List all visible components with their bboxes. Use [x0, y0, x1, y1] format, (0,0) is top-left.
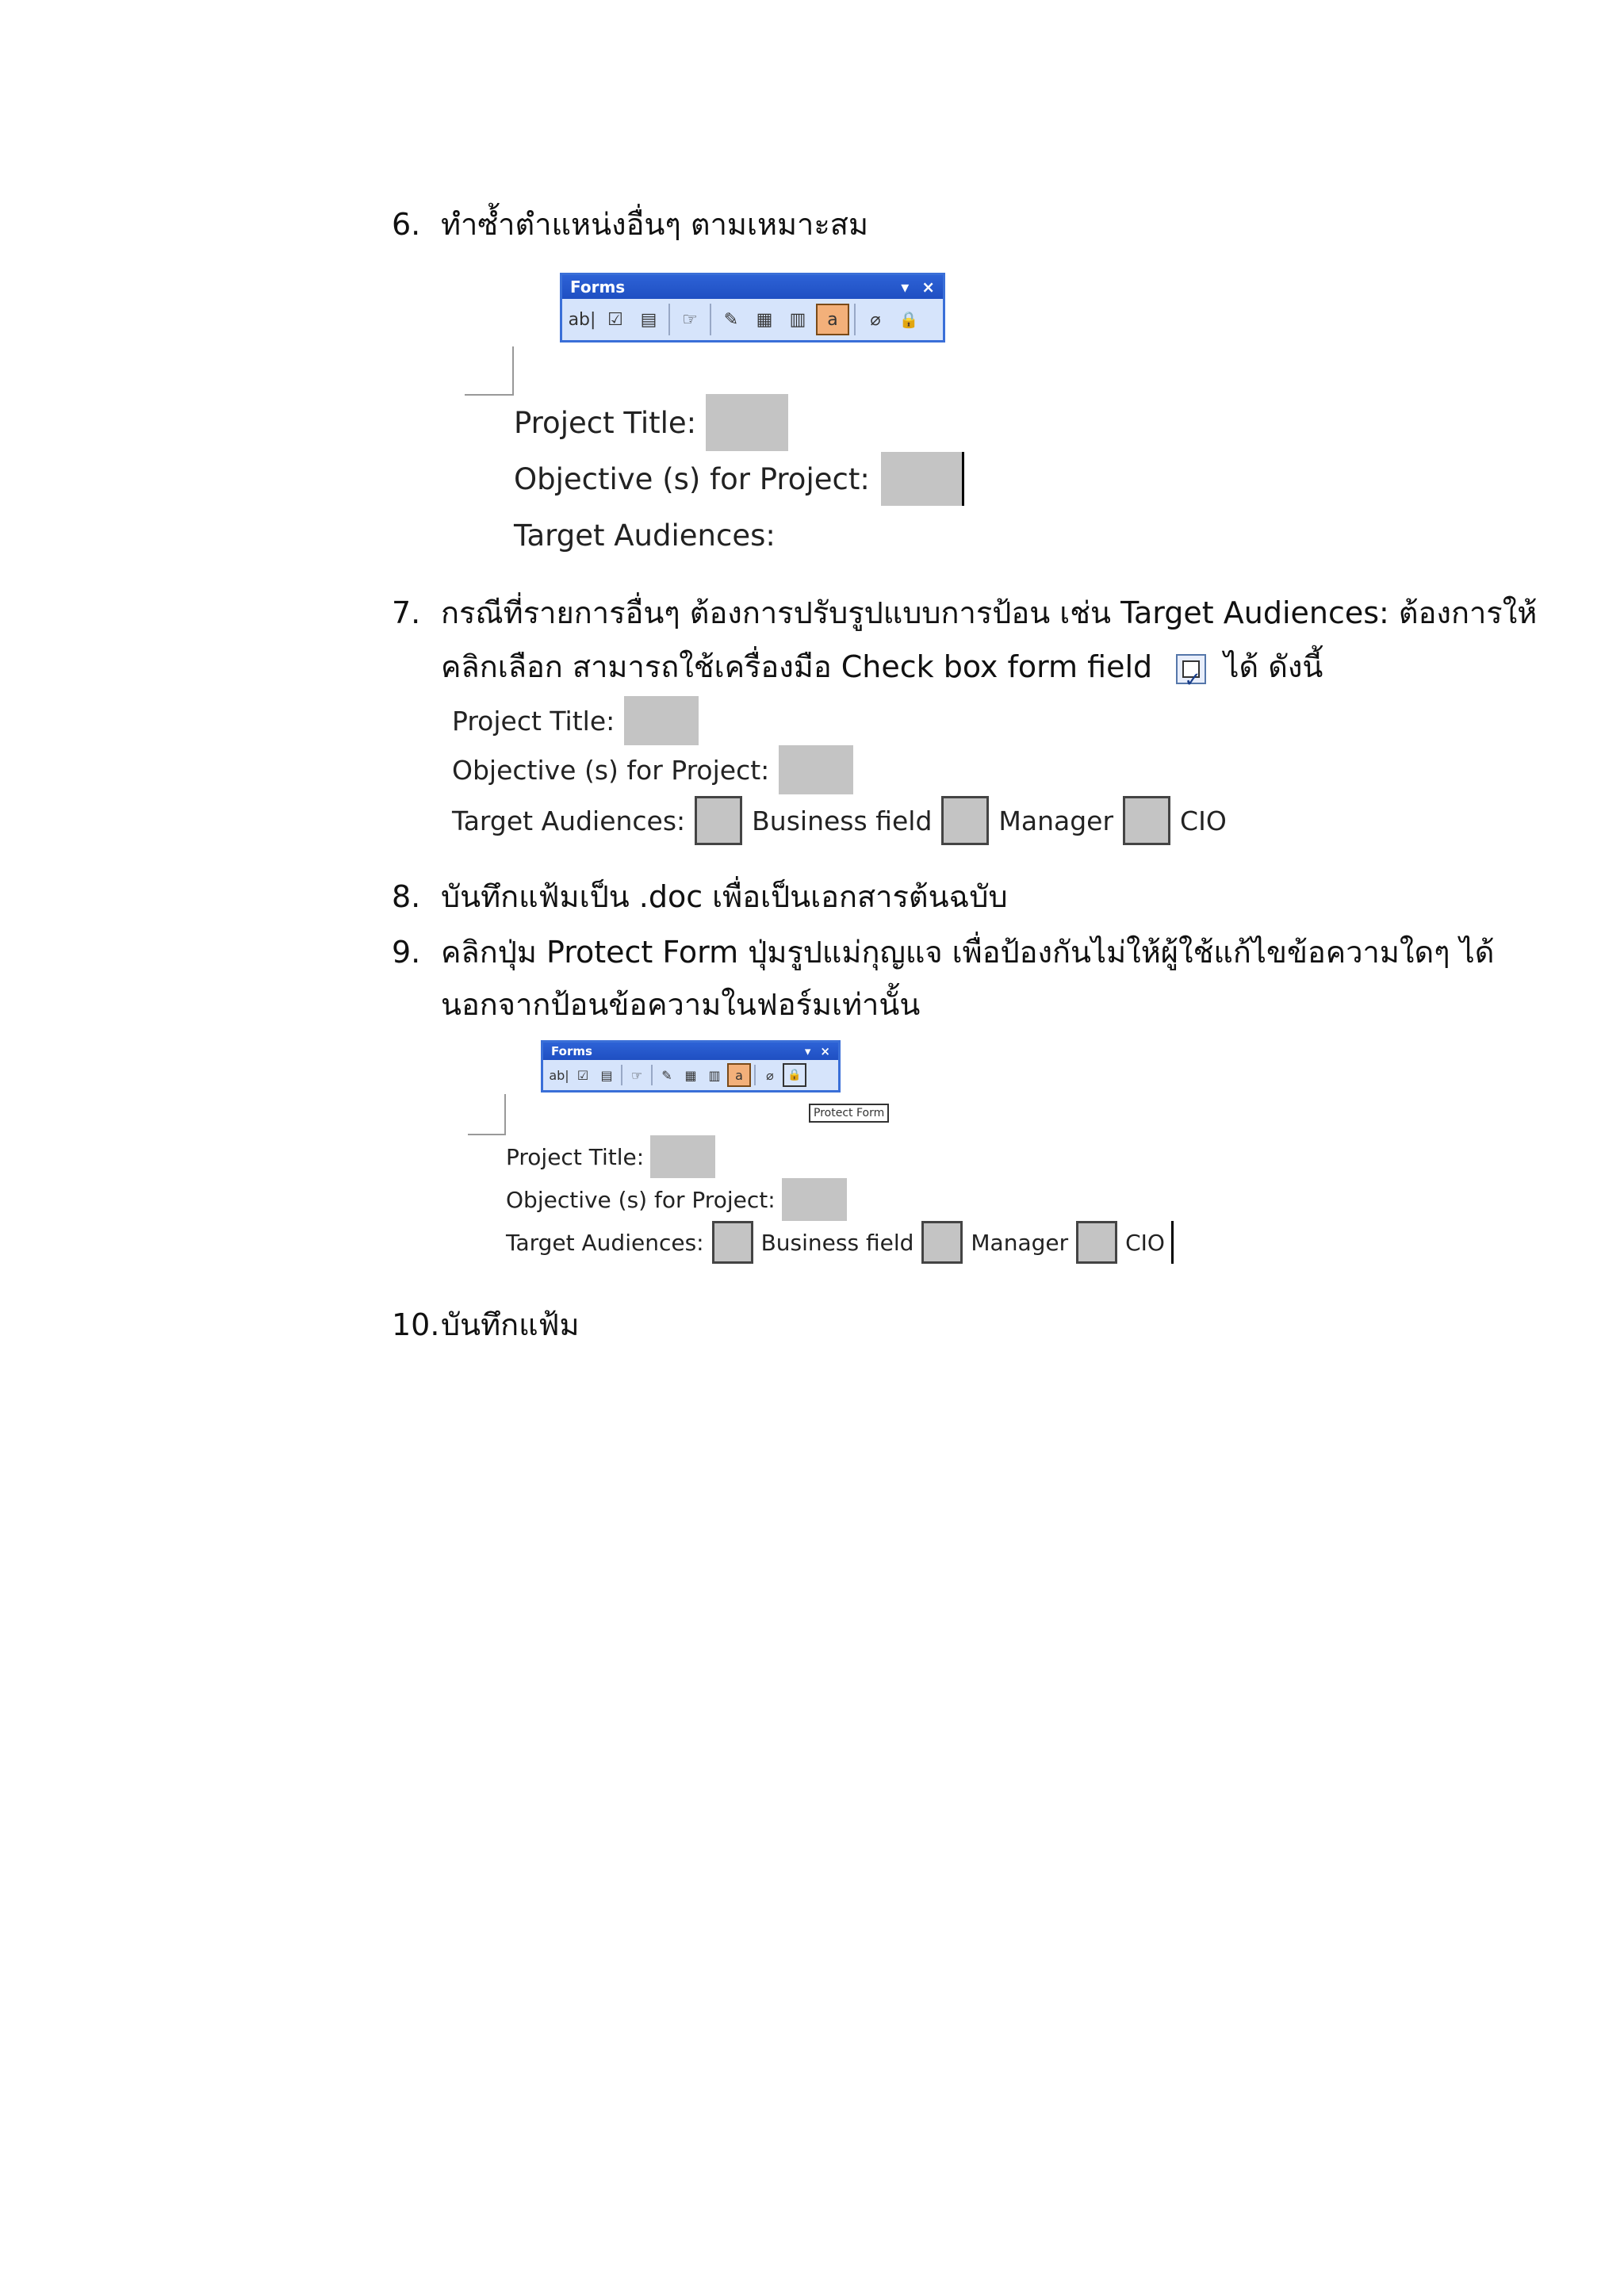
check-box-form-field-icon: ✓ — [1176, 654, 1206, 684]
chevron-down-icon[interactable]: ▾ — [901, 277, 910, 297]
step-7-continued — [441, 639, 1323, 695]
separator — [710, 304, 711, 335]
paragraph-anchor — [468, 1094, 506, 1135]
manager-checkbox[interactable] — [941, 796, 989, 845]
objective-label: Objective (s) for Project: — [506, 1186, 776, 1213]
drop-down-form-field-button[interactable]: ▤ — [640, 309, 657, 330]
protect-form-tooltip: Protect Form — [809, 1104, 889, 1123]
separator — [651, 1065, 653, 1085]
step-9 — [392, 924, 1494, 980]
form-field-shading-button[interactable]: a — [816, 304, 849, 335]
step-6 — [392, 197, 868, 252]
check-box-form-field-button[interactable]: ☑ — [576, 1067, 589, 1083]
paragraph-anchor — [465, 346, 514, 396]
forms-toolbar[interactable] — [560, 273, 945, 342]
toolbar-titlebar — [562, 275, 943, 299]
business-field-checkbox[interactable] — [695, 796, 742, 845]
chevron-down-icon[interactable]: ▾ — [804, 1044, 811, 1058]
step-7 — [392, 585, 1537, 641]
cio-checkbox[interactable] — [1123, 796, 1170, 845]
toolbar-title: Forms — [570, 277, 626, 297]
drop-down-form-field-button[interactable]: ▤ — [600, 1067, 613, 1083]
objective-field[interactable] — [881, 452, 962, 506]
step-text: ได้ ดังนี้ — [1224, 649, 1323, 684]
step-number: 8. — [392, 879, 421, 914]
insert-frame-button[interactable]: ▥ — [708, 1067, 721, 1083]
step-number: 10. — [392, 1307, 440, 1342]
business-field-label: Business field — [752, 805, 933, 836]
close-icon[interactable]: × — [921, 277, 935, 297]
draw-table-button[interactable]: ✎ — [723, 309, 739, 330]
separator — [754, 1065, 756, 1085]
step-text: บันทึกแฟ้มเป็น .doc เพื่อเป็นเอกสารต้นฉบับ — [441, 879, 1008, 914]
form-field-options-button[interactable]: ☞ — [630, 1067, 643, 1083]
target-audiences-label: Target Audiences: — [514, 518, 776, 553]
check-box-form-field-button[interactable]: ☑ — [607, 309, 623, 330]
project-title-label: Project Title: — [514, 405, 697, 440]
manager-checkbox[interactable] — [921, 1221, 963, 1264]
step-text: กรณีที่รายการอื่นๆ ต้องการปรับรูปแบบการป้อน เช่น Target Audiences: ต้องการให้ — [441, 595, 1538, 630]
objective-field[interactable] — [779, 745, 853, 794]
form-field-options-button[interactable]: ☞ — [682, 309, 698, 330]
objective-label: Objective (s) for Project: — [514, 461, 870, 496]
separator — [621, 1065, 622, 1085]
business-field-checkbox[interactable] — [712, 1221, 753, 1264]
step-text: คลิกเลือก สามารถใช้เครื่องมือ Check box form field — [441, 649, 1153, 684]
cio-checkbox[interactable] — [1076, 1221, 1117, 1264]
step-number: 9. — [392, 935, 421, 970]
draw-table-button[interactable]: ✎ — [661, 1067, 672, 1083]
separator — [854, 304, 856, 335]
project-title-label: Project Title: — [452, 705, 615, 737]
step-8 — [392, 869, 1008, 924]
target-audiences-label: Target Audiences: — [506, 1229, 704, 1256]
cio-label: CIO — [1180, 805, 1227, 836]
project-title-field[interactable] — [706, 394, 788, 451]
form-field-shading-button[interactable]: a — [727, 1063, 751, 1087]
protect-form-button[interactable]: 🔒 — [783, 1063, 806, 1087]
project-title-field[interactable] — [650, 1135, 715, 1178]
toolbar-title: Forms — [551, 1044, 592, 1058]
forms-toolbar[interactable] — [541, 1040, 841, 1093]
step-9-continued — [441, 977, 920, 1032]
toolbar-titlebar — [543, 1043, 838, 1060]
target-audiences-label: Target Audiences: — [452, 805, 686, 836]
step-text: นอกจากป้อนข้อความในฟอร์มเท่านั้น — [441, 987, 921, 1022]
manager-label: Manager — [998, 805, 1114, 836]
project-title-field[interactable] — [624, 696, 699, 745]
separator — [668, 304, 670, 335]
insert-frame-button[interactable]: ▥ — [789, 309, 806, 330]
objective-field[interactable] — [782, 1178, 847, 1221]
insert-table-button[interactable]: ▦ — [756, 309, 773, 330]
step-text: บันทึกแฟ้ม — [441, 1307, 580, 1342]
step-text: คลิกปุ่ม Protect Form ปุ่มรูปแม่กุญแจ เพื่อป้องกันไม่ให้ผู้ใช้แก้ไขข้อความใดๆ ได้ — [441, 935, 1495, 970]
step-number: 7. — [392, 595, 421, 630]
business-field-label: Business field — [760, 1229, 914, 1256]
step-10 — [392, 1297, 580, 1353]
project-title-label: Project Title: — [506, 1143, 645, 1170]
manager-label: Manager — [971, 1229, 1069, 1256]
step-number: 6. — [392, 207, 421, 242]
insert-table-button[interactable]: ▦ — [684, 1067, 697, 1083]
step-text: ทำซ้ำตำแหน่งอื่นๆ ตามเหมาะสม — [441, 207, 869, 242]
protect-form-button[interactable]: 🔒 — [898, 310, 919, 329]
text-form-field-button[interactable]: ab| — [568, 309, 596, 330]
close-icon[interactable]: × — [820, 1044, 830, 1058]
cio-label: CIO — [1125, 1229, 1165, 1256]
reset-form-fields-button[interactable]: ⌀ — [766, 1067, 774, 1083]
text-cursor — [962, 452, 964, 506]
reset-form-fields-button[interactable]: ⌀ — [870, 309, 881, 330]
text-cursor — [1171, 1221, 1174, 1264]
text-form-field-button[interactable]: ab| — [549, 1067, 569, 1083]
objective-label: Objective (s) for Project: — [452, 754, 770, 786]
